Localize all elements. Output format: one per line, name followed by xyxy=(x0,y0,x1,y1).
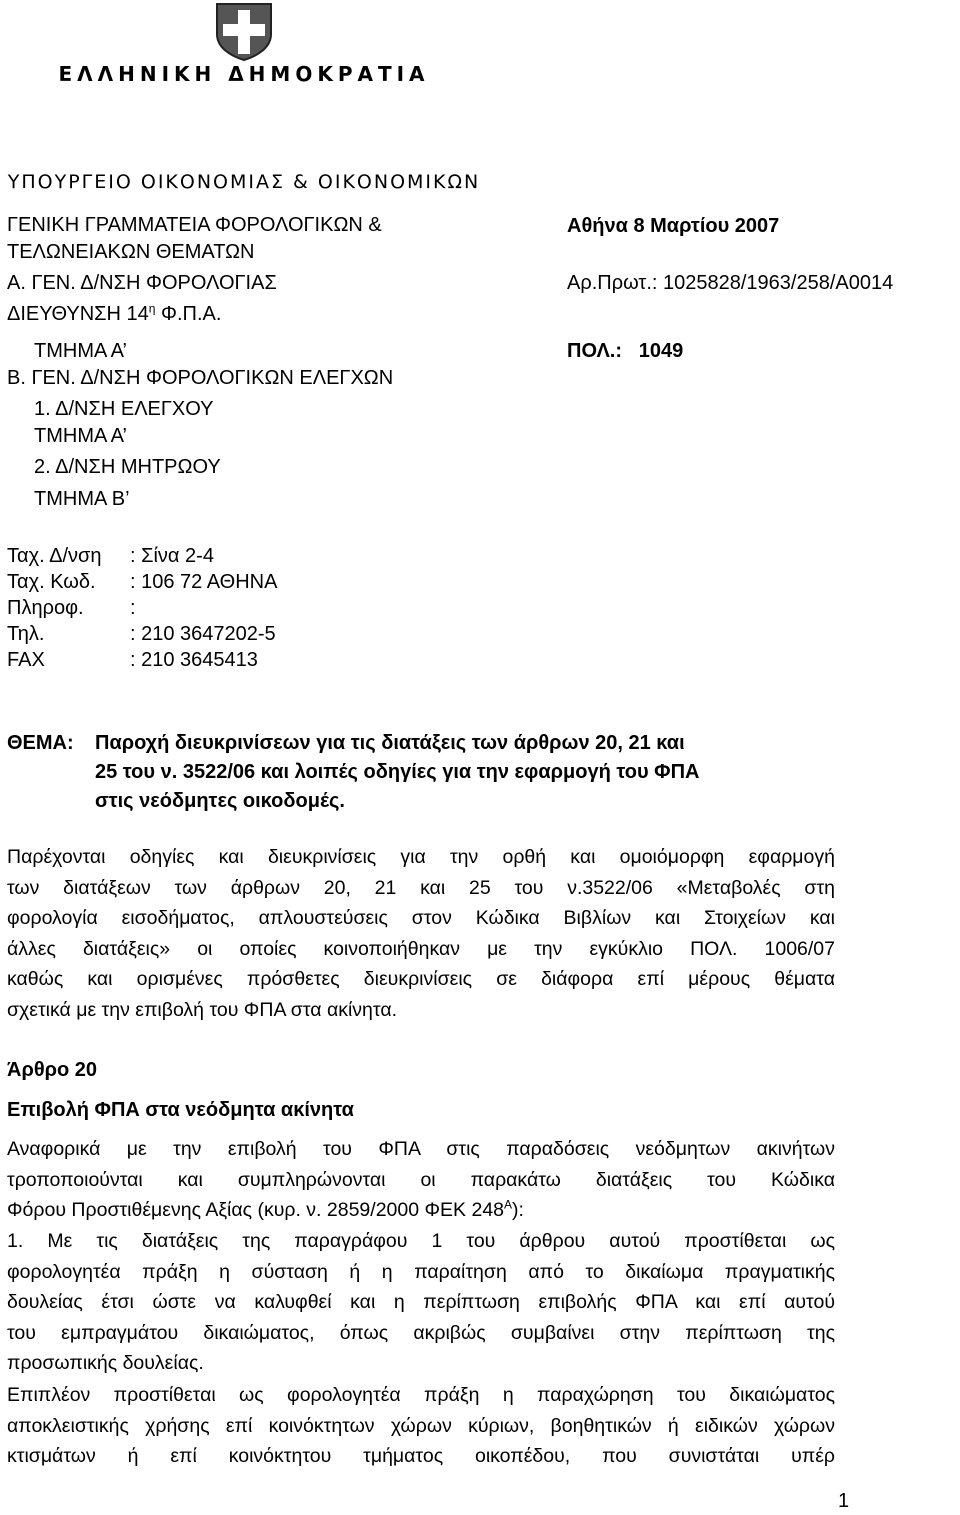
sender-line: ΤΕΛΩΝΕΙΑΚΩΝ ΘΕΜΑΤΩΝ xyxy=(7,241,255,263)
contact-value: : 106 72 ΑΘΗΝΑ xyxy=(130,571,278,593)
republic-logo-text: ΕΛΛΗΝΙΚΗ ΔΗΜΟΚΡΑΤΙΑ xyxy=(58,62,430,86)
article-subheading: Επιβολή ΦΠΑ στα νεόδμητα ακίνητα xyxy=(7,1099,354,1121)
intro-paragraph: Παρέχονται οδηγίες και διευκρινίσεις για την ορθή και ομοιόμορφη εφαρμογή των διατάξεων των άρθρων 20, 21 και 25 του ν.3522/06 «Μεταβολές στη φορολογία εισοδήματος, απλουστεύσεις στον Κώδικα Βιβλίων και Στοιχείων και άλλες διατάξεις» οι οποίες κοινοποιήθηκαν με την εγκύκλιο ΠΟΛ. 1006/07 καθώς και ορισμένες πρόσθετες διευκρινίσεις σε διάφορα επί μέρους θέματα σχετικά με την επιβολή του ΦΠΑ στα ακίνητα. xyxy=(7,846,835,1021)
contact-label: FAX xyxy=(7,649,45,671)
contact-value: : Σίνα 2-4 xyxy=(130,545,214,567)
sender-line: ΔΙΕΥΘΥΝΣΗ $14^\eta$ Φ.Π.Α. xyxy=(7,301,222,325)
sender-line: 1. Δ/ΝΣΗ ΕΛΕΓΧΟΥ xyxy=(34,398,214,420)
article-heading: Άρθρο 20 xyxy=(7,1059,98,1081)
sender-line: 2. Δ/ΝΣΗ ΜΗΤΡΩΟΥ xyxy=(34,456,221,478)
article-paragraph: Αναφορικά με την επιβολή του ΦΠΑ στις παραδόσεις νεόδμητων ακινήτων τροποποιούνται και συμπληρώνονται οι παρακάτω διατάξεις του Κώδικα Φόρου Προστιθέμενης Αξίας (κυρ. ν. 2859/2000 ΦΕΚ $248^A$): xyxy=(7,1138,835,1221)
contact-label: Πληροφ. xyxy=(7,597,84,619)
sender-line: Β. ΓΕΝ. Δ/ΝΣΗ ΦΟΡΟΛΟΓΙΚΩΝ ΕΛΕΓΧΩΝ xyxy=(7,367,394,389)
subject-line: 25 του ν. 3522/06 και λοιπές οδηγίες για την εφαρμογή του ΦΠΑ xyxy=(95,761,700,783)
contact-label: Ταχ. Κωδ. xyxy=(7,571,96,593)
page-number: 1 xyxy=(838,1490,850,1512)
contact-value: : xyxy=(130,597,136,619)
sender-line: ΓΕΝΙΚΗ ΓΡΑΜΜΑΤΕΙΑ ΦΟΡΟΛΟΓΙΚΩΝ & xyxy=(7,214,382,236)
contact-label: Ταχ. Δ/νση xyxy=(7,545,102,567)
article-paragraph: Επιπλέον προστίθεται ως φορολογητέα πράξη η παραχώρηση του δικαιώματος αποκλειστικής χρήσης επί κοινόκτητων χώρων κύριων, βοηθητικών ή ειδικών χώρων κτισμάτων ή επί κοινόκτητου τμήματος οικοπέδου, που συνιστάται υπέρ xyxy=(7,1384,835,1467)
pol-number: ΠΟΛ.: 1049 xyxy=(567,340,684,362)
protocol-number: Αρ.Πρωτ.: 1025828/1963/258/Α0014 xyxy=(567,272,894,294)
subject-line: στις νεόδμητες οικοδομές. xyxy=(95,790,345,812)
sender-line: ΤΜΗΜΑ Α’ xyxy=(34,425,127,447)
ministry-logo-text: ΥΠΟΥΡΓΕΙΟ ΟΙΚΟΝΟΜΙΑΣ & ΟΙΚΟΝΟΜΙΚΩΝ xyxy=(7,171,481,193)
sender-line: ΤΜΗΜΑ Β’ xyxy=(34,488,130,510)
subject-label: ΘΕΜΑ: xyxy=(7,732,74,754)
contact-label: Τηλ. xyxy=(7,623,45,645)
greek-cross-shield-icon xyxy=(213,0,275,62)
sender-line: Α. ΓΕΝ. Δ/ΝΣΗ ΦΟΡΟΛΟΓΙΑΣ xyxy=(7,272,277,294)
document-date: Αθήνα 8 Μαρτίου 2007 xyxy=(567,215,780,237)
contact-value: : 210 3645413 xyxy=(130,649,258,671)
contact-value: : 210 3647202-5 xyxy=(130,623,276,645)
subject-line: Παροχή διευκρινίσεων για τις διατάξεις των άρθρων 20, 21 και xyxy=(95,732,685,754)
sender-line: ΤΜΗΜΑ Α’ xyxy=(34,340,127,362)
article-paragraph: 1. Με τις διατάξεις της παραγράφου 1 του άρθρου αυτού προστίθεται ως φορολογητέα πράξη η σύσταση ή η παραίτηση από το δικαίωμα πραγματικής δουλείας έτσι ώστε να καλυφθεί και η περίπτωση επιβολής ΦΠΑ και επί αυτού του εμπραγμάτου δικαιώματος, όπως ακριβώς συμβαίνει στην περίπτωση της προσωπικής δουλείας. xyxy=(7,1230,835,1374)
